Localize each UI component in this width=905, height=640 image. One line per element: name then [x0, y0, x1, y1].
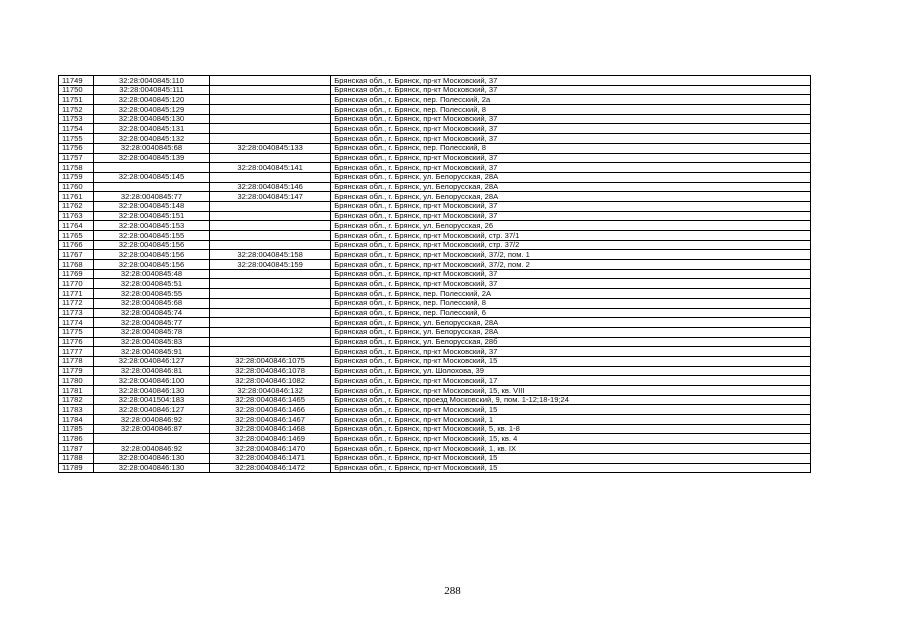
- table-row: [59, 337, 811, 347]
- cadastral-number-cell: 32:28:0040845:51: [93, 279, 209, 289]
- premises-cadastral-number-cell: 32:28:0040846:1082: [210, 376, 331, 386]
- row-number-cell: 11786: [59, 434, 94, 444]
- premises-cadastral-number-cell: [210, 95, 331, 105]
- premises-cadastral-number-cell: [210, 337, 331, 347]
- address-cell: Брянская обл., г. Брянск, ул. Белорусская, 28А: [331, 192, 811, 202]
- premises-cadastral-number-cell: 32:28:0040846:1467: [210, 415, 331, 425]
- premises-cadastral-number-cell: [210, 279, 331, 289]
- table-row: [59, 231, 811, 241]
- premises-cadastral-number-cell: 32:28:0040845:159: [210, 260, 331, 270]
- premises-cadastral-number-cell: 32:28:0040846:1472: [210, 463, 331, 473]
- cadastral-number-cell: 32:28:0040845:131: [93, 124, 209, 134]
- table-row: [59, 95, 811, 105]
- cadastral-number-cell: 32:28:0040845:156: [93, 250, 209, 260]
- cadastral-number-cell: 32:28:0040845:78: [93, 327, 209, 337]
- table-row: [59, 134, 811, 144]
- table-row: [59, 211, 811, 221]
- cadastral-number-cell: 32:28:0040845:110: [93, 76, 209, 86]
- table-row: [59, 221, 811, 231]
- premises-cadastral-number-cell: [210, 221, 331, 231]
- address-cell: Брянская обл., г. Брянск, пр-кт Московский, 37: [331, 124, 811, 134]
- table-row: [59, 124, 811, 134]
- address-cell: Брянская обл., г. Брянск, пр-кт Московский, 15: [331, 405, 811, 415]
- cadastral-number-cell: 32:28:0040846:100: [93, 376, 209, 386]
- table-row: [59, 250, 811, 260]
- address-cell: Брянская обл., г. Брянск, пр-кт Московский, 37: [331, 347, 811, 357]
- table-row: [59, 395, 811, 405]
- premises-cadastral-number-cell: 32:28:0040845:158: [210, 250, 331, 260]
- row-number-cell: 11768: [59, 260, 94, 270]
- table-row: [59, 85, 811, 95]
- row-number-cell: 11764: [59, 221, 94, 231]
- premises-cadastral-number-cell: [210, 201, 331, 211]
- premises-cadastral-number-cell: [210, 231, 331, 241]
- cadastral-number-cell: 32:28:0040845:130: [93, 114, 209, 124]
- table-row: [59, 260, 811, 270]
- cadastral-number-cell: 32:28:0040846:92: [93, 444, 209, 454]
- row-number-cell: 11760: [59, 182, 94, 192]
- table-row: [59, 356, 811, 366]
- table-row: [59, 182, 811, 192]
- table-row: [59, 308, 811, 318]
- cadastral-number-cell: 32:28:0040845:74: [93, 308, 209, 318]
- premises-cadastral-number-cell: [210, 105, 331, 115]
- table-row: [59, 453, 811, 463]
- row-number-cell: 11755: [59, 134, 94, 144]
- cadastral-number-cell: 32:28:0040845:153: [93, 221, 209, 231]
- cadastral-number-cell: 32:28:0040846:92: [93, 415, 209, 425]
- table-row: [59, 289, 811, 299]
- cadastral-number-cell: 32:28:0040846:87: [93, 424, 209, 434]
- premises-cadastral-number-cell: 32:28:0040846:1468: [210, 424, 331, 434]
- table-row: [59, 105, 811, 115]
- premises-cadastral-number-cell: [210, 269, 331, 279]
- cadastral-number-cell: 32:28:0040846:130: [93, 386, 209, 396]
- cadastral-number-cell: 32:28:0040846:130: [93, 453, 209, 463]
- page-number: 288: [444, 585, 461, 597]
- premises-cadastral-number-cell: 32:28:0040845:141: [210, 163, 331, 173]
- cadastral-number-cell: 32:28:0040845:68: [93, 298, 209, 308]
- address-cell: Брянская обл., г. Брянск, пр-кт Московский, 37: [331, 153, 811, 163]
- address-cell: Брянская обл., г. Брянск, пр-кт Московский, 37/2, пом. 2: [331, 260, 811, 270]
- row-number-cell: 11771: [59, 289, 94, 299]
- premises-cadastral-number-cell: [210, 124, 331, 134]
- address-cell: Брянская обл., г. Брянск, пр-кт Московский, 1, кв. IX: [331, 444, 811, 454]
- row-number-cell: 11777: [59, 347, 94, 357]
- premises-cadastral-number-cell: [210, 211, 331, 221]
- address-cell: Брянская обл., г. Брянск, пер. Полесский, 8: [331, 143, 811, 153]
- table-row: [59, 201, 811, 211]
- row-number-cell: 11769: [59, 269, 94, 279]
- row-number-cell: 11770: [59, 279, 94, 289]
- premises-cadastral-number-cell: 32:28:0040845:146: [210, 182, 331, 192]
- table-row: [59, 153, 811, 163]
- cadastral-number-cell: 32:28:0040846:127: [93, 405, 209, 415]
- address-cell: Брянская обл., г. Брянск, пер. Полесский, 2А: [331, 289, 811, 299]
- premises-cadastral-number-cell: 32:28:0040846:1469: [210, 434, 331, 444]
- cadastral-number-cell: 32:28:0040845:132: [93, 134, 209, 144]
- address-cell: Брянская обл., г. Брянск, пр-кт Московский, 37: [331, 76, 811, 86]
- address-cell: Брянская обл., г. Брянск, пр-кт Московский, стр. 37/2: [331, 240, 811, 250]
- row-number-cell: 11780: [59, 376, 94, 386]
- address-cell: Брянская обл., г. Брянск, пр-кт Московский, 37: [331, 163, 811, 173]
- premises-cadastral-number-cell: [210, 114, 331, 124]
- premises-cadastral-number-cell: [210, 318, 331, 328]
- row-number-cell: 11753: [59, 114, 94, 124]
- table-row: [59, 424, 811, 434]
- table-row: [59, 463, 811, 473]
- row-number-cell: 11749: [59, 76, 94, 86]
- premises-cadastral-number-cell: [210, 85, 331, 95]
- row-number-cell: 11782: [59, 395, 94, 405]
- table-row: [59, 163, 811, 173]
- address-cell: Брянская обл., г. Брянск, пр-кт Московский, 37: [331, 269, 811, 279]
- row-number-cell: 11766: [59, 240, 94, 250]
- cadastral-number-cell: 32:28:0040846:130: [93, 463, 209, 473]
- address-cell: Брянская обл., г. Брянск, ул. Белорусская, 28б: [331, 337, 811, 347]
- address-cell: Брянская обл., г. Брянск, пр-кт Московский, 15, кв. VIII: [331, 386, 811, 396]
- address-cell: Брянская обл., г. Брянск, ул. Белорусская, 28А: [331, 172, 811, 182]
- cadastral-number-cell: 32:28:0040845:77: [93, 318, 209, 328]
- premises-cadastral-number-cell: 32:28:0040846:1075: [210, 356, 331, 366]
- address-cell: Брянская обл., г. Брянск, пр-кт Московский, 37: [331, 279, 811, 289]
- address-cell: Брянская обл., г. Брянск, ул. Белорусская, 28А: [331, 318, 811, 328]
- cadastral-number-cell: 32:28:0040845:156: [93, 240, 209, 250]
- row-number-cell: 11787: [59, 444, 94, 454]
- row-number-cell: 11752: [59, 105, 94, 115]
- address-cell: Брянская обл., г. Брянск, пер. Полесский, 2а: [331, 95, 811, 105]
- premises-cadastral-number-cell: [210, 298, 331, 308]
- table-row: [59, 298, 811, 308]
- table-row: [59, 172, 811, 182]
- cadastral-number-cell: 32:28:0040846:127: [93, 356, 209, 366]
- row-number-cell: 11763: [59, 211, 94, 221]
- row-number-cell: 11789: [59, 463, 94, 473]
- address-cell: Брянская обл., г. Брянск, пр-кт Московский, 5, кв. 1-8: [331, 424, 811, 434]
- table-row: [59, 327, 811, 337]
- row-number-cell: 11783: [59, 405, 94, 415]
- address-cell: Брянская обл., г. Брянск, пр-кт Московский, 15: [331, 453, 811, 463]
- address-cell: Брянская обл., г. Брянск, пр-кт Московский, 37: [331, 211, 811, 221]
- address-cell: Брянская обл., г. Брянск, пр-кт Московский, 15: [331, 463, 811, 473]
- address-cell: Брянская обл., г. Брянск, пр-кт Московский, 37: [331, 85, 811, 95]
- table-row: [59, 318, 811, 328]
- table-row: [59, 386, 811, 396]
- address-cell: Брянская обл., г. Брянск, пр-кт Московский, 37: [331, 114, 811, 124]
- row-number-cell: 11785: [59, 424, 94, 434]
- row-number-cell: 11758: [59, 163, 94, 173]
- premises-cadastral-number-cell: [210, 347, 331, 357]
- table-row: [59, 444, 811, 454]
- premises-cadastral-number-cell: [210, 289, 331, 299]
- premises-cadastral-number-cell: 32:28:0040846:1470: [210, 444, 331, 454]
- premises-cadastral-number-cell: [210, 327, 331, 337]
- premises-cadastral-number-cell: 32:28:0040846:1471: [210, 453, 331, 463]
- table-row: [59, 143, 811, 153]
- address-cell: Брянская обл., г. Брянск, ул. Шолохова, 39: [331, 366, 811, 376]
- premises-cadastral-number-cell: 32:28:0040846:1466: [210, 405, 331, 415]
- premises-cadastral-number-cell: 32:28:0040845:147: [210, 192, 331, 202]
- address-cell: Брянская обл., г. Брянск, пр-кт Московский, 17: [331, 376, 811, 386]
- premises-cadastral-number-cell: [210, 308, 331, 318]
- address-cell: Брянская обл., г. Брянск, пр-кт Московский, 15: [331, 356, 811, 366]
- row-number-cell: 11778: [59, 356, 94, 366]
- address-cell: Брянская обл., г. Брянск, пр-кт Московский, стр. 37/1: [331, 231, 811, 241]
- address-cell: Брянская обл., г. Брянск, пер. Полесский, 8: [331, 298, 811, 308]
- table-row: [59, 405, 811, 415]
- cadastral-number-cell: 32:28:0041504:183: [93, 395, 209, 405]
- table-row: [59, 376, 811, 386]
- premises-cadastral-number-cell: 32:28:0040845:133: [210, 143, 331, 153]
- table-row: [59, 415, 811, 425]
- premises-cadastral-number-cell: 32:28:0040846:132: [210, 386, 331, 396]
- cadastral-number-cell: 32:28:0040845:145: [93, 172, 209, 182]
- address-cell: Брянская обл., г. Брянск, пр-кт Московский, 37/2, пом. 1: [331, 250, 811, 260]
- address-cell: Брянская обл., г. Брянск, ул. Белорусская, 26: [331, 221, 811, 231]
- address-cell: Брянская обл., г. Брянск, проезд Московский, 9, пом. 1-12;18-19;24: [331, 395, 811, 405]
- address-cell: Брянская обл., г. Брянск, пр-кт Московский, 15, кв. 4: [331, 434, 811, 444]
- cadastral-number-cell: 32:28:0040845:129: [93, 105, 209, 115]
- premises-cadastral-number-cell: [210, 172, 331, 182]
- cadastral-number-cell: 32:28:0040845:48: [93, 269, 209, 279]
- table-row: [59, 114, 811, 124]
- table-row: [59, 279, 811, 289]
- premises-cadastral-number-cell: [210, 240, 331, 250]
- row-number-cell: 11776: [59, 337, 94, 347]
- row-number-cell: 11774: [59, 318, 94, 328]
- table-row: [59, 192, 811, 202]
- row-number-cell: 11754: [59, 124, 94, 134]
- row-number-cell: 11773: [59, 308, 94, 318]
- table-row: [59, 240, 811, 250]
- address-cell: Брянская обл., г. Брянск, пр-кт Московский, 37: [331, 201, 811, 211]
- address-cell: Брянская обл., г. Брянск, пер. Полесский, 8: [331, 105, 811, 115]
- row-number-cell: 11784: [59, 415, 94, 425]
- cadastral-number-cell: [93, 163, 209, 173]
- row-number-cell: 11767: [59, 250, 94, 260]
- table-row: [59, 347, 811, 357]
- address-cell: Брянская обл., г. Брянск, ул. Белорусская, 28А: [331, 327, 811, 337]
- row-number-cell: 11759: [59, 172, 94, 182]
- cadastral-number-cell: 32:28:0040845:68: [93, 143, 209, 153]
- table-row: [59, 434, 811, 444]
- row-number-cell: 11757: [59, 153, 94, 163]
- row-number-cell: 11788: [59, 453, 94, 463]
- row-number-cell: 11756: [59, 143, 94, 153]
- table-row: [59, 366, 811, 376]
- cadastral-number-cell: 32:28:0040845:139: [93, 153, 209, 163]
- premises-cadastral-number-cell: [210, 76, 331, 86]
- cadastral-number-cell: 32:28:0040845:55: [93, 289, 209, 299]
- cadastral-number-cell: 32:28:0040845:91: [93, 347, 209, 357]
- cadastral-number-cell: 32:28:0040845:111: [93, 85, 209, 95]
- premises-cadastral-number-cell: 32:28:0040846:1465: [210, 395, 331, 405]
- row-number-cell: 11772: [59, 298, 94, 308]
- cadastral-number-cell: [93, 182, 209, 192]
- address-cell: Брянская обл., г. Брянск, пр-кт Московский, 1: [331, 415, 811, 425]
- row-number-cell: 11781: [59, 386, 94, 396]
- row-number-cell: 11750: [59, 85, 94, 95]
- address-cell: Брянская обл., г. Брянск, пр-кт Московский, 37: [331, 134, 811, 144]
- cadastral-number-cell: [93, 434, 209, 444]
- table-row: [59, 76, 811, 86]
- cadastral-number-cell: 32:28:0040845:77: [93, 192, 209, 202]
- row-number-cell: 11751: [59, 95, 94, 105]
- cadastral-number-cell: 32:28:0040845:151: [93, 211, 209, 221]
- table-row: [59, 269, 811, 279]
- cadastral-number-cell: 32:28:0040845:148: [93, 201, 209, 211]
- cadastral-number-cell: 32:28:0040845:120: [93, 95, 209, 105]
- premises-cadastral-number-cell: 32:28:0040846:1078: [210, 366, 331, 376]
- cadastral-number-cell: 32:28:0040845:156: [93, 260, 209, 270]
- row-number-cell: 11761: [59, 192, 94, 202]
- cadastral-number-cell: 32:28:0040845:83: [93, 337, 209, 347]
- cadastral-number-cell: 32:28:0040846:81: [93, 366, 209, 376]
- row-number-cell: 11779: [59, 366, 94, 376]
- address-cell: Брянская обл., г. Брянск, ул. Белорусская, 28А: [331, 182, 811, 192]
- property-table: [58, 75, 811, 473]
- cadastral-number-cell: 32:28:0040845:155: [93, 231, 209, 241]
- row-number-cell: 11762: [59, 201, 94, 211]
- row-number-cell: 11765: [59, 231, 94, 241]
- premises-cadastral-number-cell: [210, 134, 331, 144]
- address-cell: Брянская обл., г. Брянск, пер. Полесский, 6: [331, 308, 811, 318]
- row-number-cell: 11775: [59, 327, 94, 337]
- premises-cadastral-number-cell: [210, 153, 331, 163]
- table-body: [59, 76, 811, 473]
